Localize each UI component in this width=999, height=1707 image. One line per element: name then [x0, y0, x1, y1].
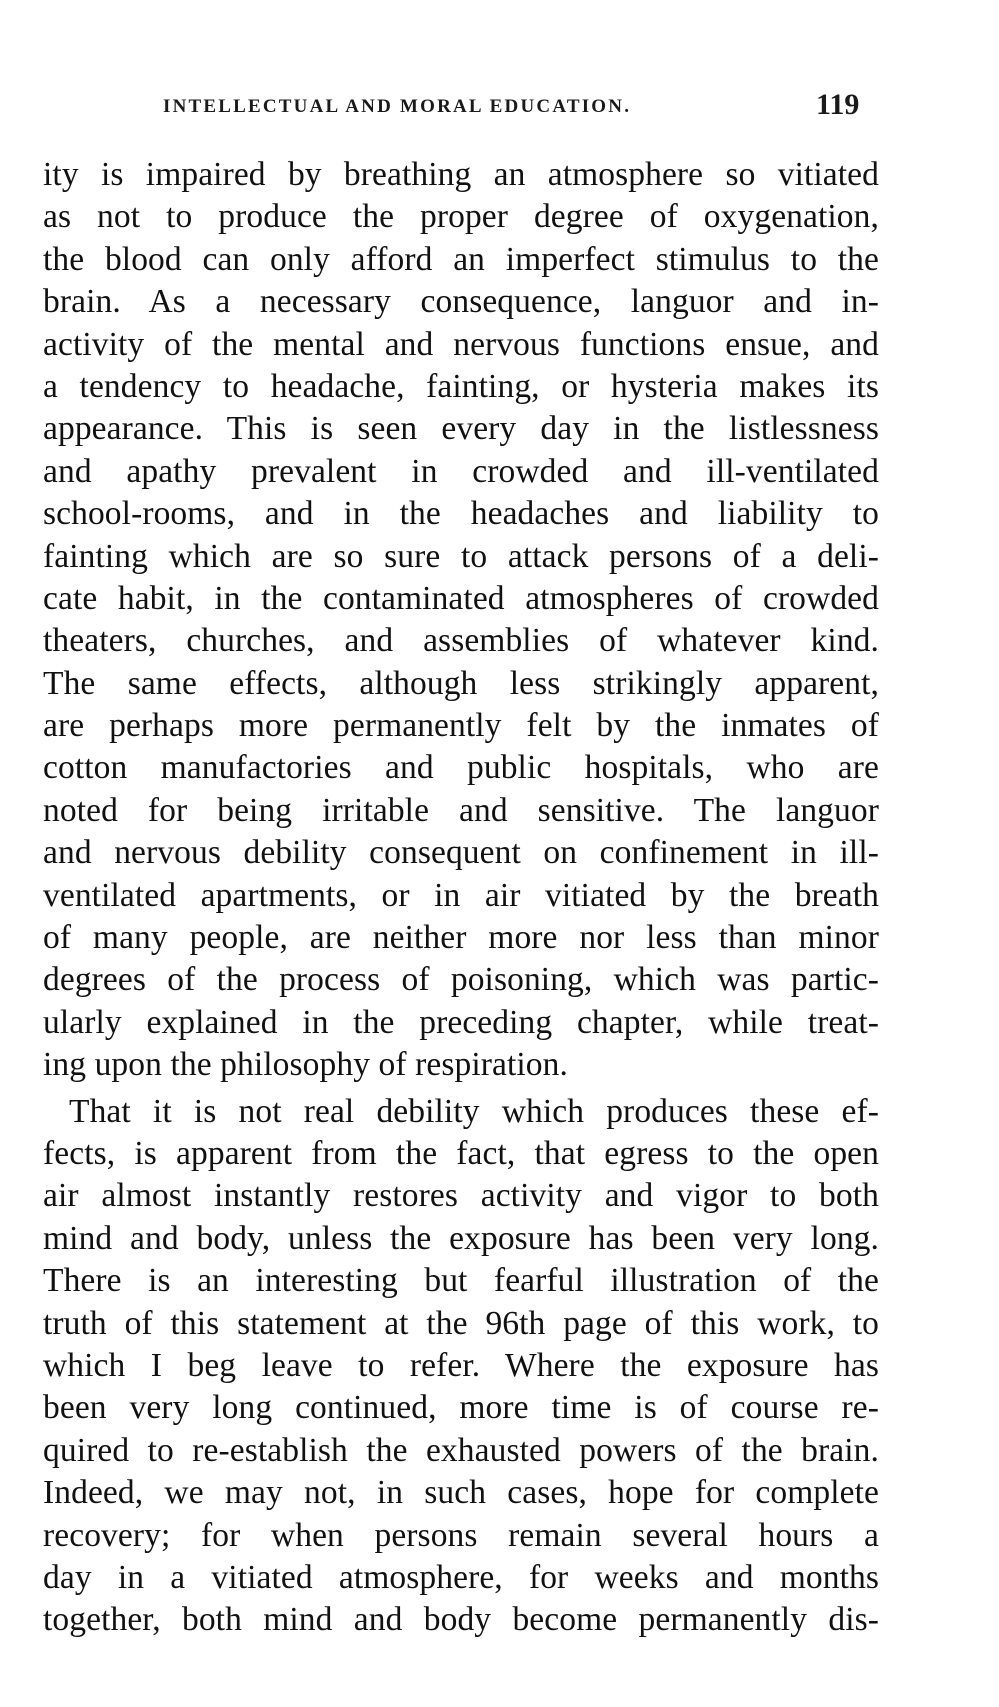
text-line: There is an interesting but fearful illustration of the: [43, 1262, 879, 1300]
text-line: recovery; for when persons remain several hours a: [43, 1516, 879, 1554]
text-line: noted for being irritable and sensitive. The languor: [43, 791, 879, 829]
text-line: day in a vitiated atmosphere, for weeks and months: [43, 1558, 879, 1596]
text-line: cotton manufactories and public hospitals, who are: [43, 749, 879, 787]
text-line: brain. As a necessary consequence, languor and in-: [43, 283, 879, 321]
text-line: been very long continued, more time is of course re-: [43, 1389, 879, 1427]
text-line: mind and body, unless the exposure has been very long.: [43, 1219, 879, 1257]
text-line: as not to produce the proper degree of oxygenation,: [43, 198, 879, 236]
text-line: theaters, churches, and assemblies of whatever kind.: [43, 622, 879, 660]
text-line: fainting which are so sure to attack persons of a deli-: [43, 537, 879, 575]
text-line: of many people, are neither more nor less than minor: [43, 919, 879, 957]
text-line: fects, is apparent from the fact, that egress to the open: [43, 1134, 879, 1172]
text-line: ventilated apartments, or in air vitiated by the breath: [43, 876, 879, 914]
text-line: Indeed, we may not, in such cases, hope for complete: [43, 1474, 879, 1512]
text-line: ing upon the philosophy of respiration.: [43, 1046, 568, 1084]
page-number: 119: [816, 88, 860, 121]
text-line: ity is impaired by breathing an atmosphere so vitiated: [43, 156, 879, 193]
text-line: truth of this statement at the 96th page of this work, to: [43, 1304, 879, 1342]
text-line: together, both mind and body become permanently dis-: [43, 1601, 879, 1639]
running-head: INTELLECTUAL AND MORAL EDUCATION.: [163, 96, 632, 117]
body-text: [43, 154, 879, 1642]
text-line: ularly explained in the preceding chapter, while treat-: [43, 1003, 879, 1041]
text-line: and apathy prevalent in crowded and ill-ventilated: [43, 452, 879, 490]
paragraph-1: [43, 154, 879, 1087]
text-line: air almost instantly restores activity and vigor to both: [43, 1177, 879, 1215]
text-line: appearance. This is seen every day in the listlessness: [43, 410, 879, 448]
paragraph-2: [43, 1091, 879, 1642]
text-line: are perhaps more permanently felt by the inmates of: [43, 707, 879, 745]
text-line: school-rooms, and in the headaches and liability to: [43, 495, 879, 533]
text-line: a tendency to headache, fainting, or hysteria makes its: [43, 367, 879, 405]
text-line: quired to re-establish the exhausted powers of the brain.: [43, 1431, 879, 1469]
text-line: and nervous debility consequent on confinement in ill-: [43, 834, 879, 872]
text-line: the blood can only afford an imperfect stimulus to the: [43, 240, 879, 278]
text-line: activity of the mental and nervous functions ensue, and: [43, 325, 879, 363]
text-line: That it is not real debility which produces these ef-: [69, 1092, 879, 1130]
text-line: degrees of the process of poisoning, which was partic-: [43, 961, 879, 999]
text-line: The same effects, although less strikingly apparent,: [43, 664, 879, 702]
text-line: which I beg leave to refer. Where the exposure has: [43, 1346, 879, 1384]
text-line: cate habit, in the contaminated atmospheres of crowded: [43, 579, 879, 617]
